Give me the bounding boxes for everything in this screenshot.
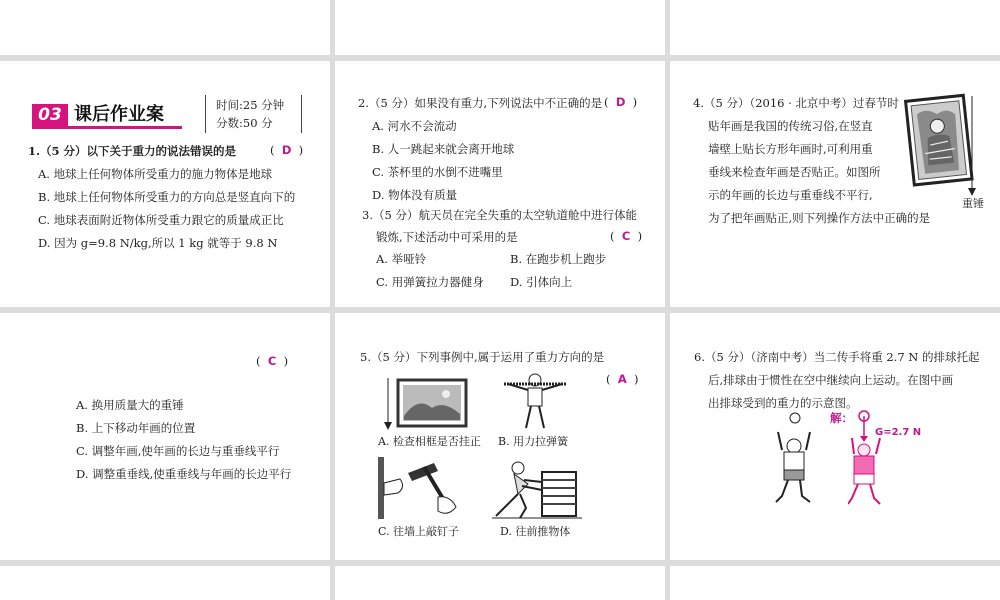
q1-option-d: D. 因为 g=9.8 N/kg,所以 1 kg 就等于 9.8 N	[38, 236, 278, 250]
q4-stem-line2: 贴年画是我国的传统习俗,在竖直	[708, 119, 873, 133]
q5-answer-bracket: ( A )	[606, 372, 639, 386]
q4-stem-line1: 4.（5 分）（2016 · 北京中考）过春节时	[693, 96, 899, 110]
q1-stem: 1.（5 分）以下关于重力的说法错误的是	[28, 144, 237, 158]
q3-option-d: D. 引体向上	[510, 275, 573, 289]
section-underline	[32, 126, 182, 129]
q6-stem-line1: 6.（5 分）（济南中考）当二传手将重 2.7 N 的排球托起	[694, 350, 980, 364]
q2-stem: 2.（5 分）如果没有重力,下列说法中不正确的是	[358, 96, 603, 110]
q2-option-a: A. 河水不会流动	[372, 119, 457, 133]
q5-stem: 5.（5 分）下列事例中,属于运用了重力方向的是	[360, 350, 605, 364]
slide-top-middle	[335, 0, 665, 55]
q5-answer: A	[617, 372, 627, 386]
q3-option-b: B. 在跑步机上跑步	[510, 252, 607, 266]
total-score: 分数:50 分	[216, 116, 273, 130]
q4-answer: C	[267, 354, 277, 368]
q5-caption-c: C. 往墙上敲钉子	[378, 525, 460, 538]
q3-answer: C	[621, 229, 631, 243]
q6-stem-line2: 后,排球由于惯性在空中继续向上运动。在图中画	[708, 373, 954, 387]
q4-stem-line6: 为了把年画贴正,则下列操作方法中正确的是	[708, 211, 931, 225]
slide-bottom-right	[670, 566, 1000, 600]
q1-option-b: B. 地球上任何物体所受重力的方向总是竖直向下的	[38, 190, 296, 204]
q5-caption-a: A. 检查相框是否挂正	[378, 435, 481, 448]
q2-answer: D	[615, 95, 626, 109]
slide-q4-answers	[0, 313, 330, 560]
section-header	[32, 104, 182, 126]
q3-stem-line1: 3.（5 分）航天员在完全失重的太空轨道舱中进行体能	[362, 208, 637, 222]
q2-option-b: B. 人一跳起来就会离开地球	[372, 142, 515, 156]
q4-option-a: A. 换用质量大的重锤	[76, 398, 184, 412]
q4-stem-line3: 墙壁上贴长方形年画时,可利用重	[708, 142, 873, 156]
slide-top-left	[0, 0, 330, 55]
q1-option-c: C. 地球表面附近物体所受重力跟它的质量成正比	[38, 213, 284, 227]
hammer-nail-figure	[378, 457, 462, 519]
slide-top-right	[670, 0, 1000, 55]
q3-answer-bracket: ( C )	[610, 229, 643, 243]
q3-stem-line2: 锻炼,下述活动中可采用的是	[376, 230, 518, 244]
q4-option-c: C. 调整年画,使年画的长边与重垂线平行	[76, 444, 280, 458]
q6-stem-line3: 出排球受到的重力的示意图。	[708, 396, 858, 410]
q3-option-a: A. 举哑铃	[376, 252, 427, 266]
q5-caption-d: D. 往前推物体	[500, 525, 571, 538]
q1-answer-bracket: ( D )	[270, 143, 304, 157]
spring-exerciser-figure	[500, 370, 570, 432]
time-limit: 时间:25 分钟	[216, 98, 285, 112]
q1-answer: D	[281, 143, 292, 157]
section-number: 03	[32, 104, 68, 126]
q1-option-a: A. 地球上任何物体所受重力的施力物体是地球	[38, 167, 273, 181]
q4-option-d: D. 调整重垂线,使重垂线与年画的长边平行	[76, 467, 292, 481]
q2-option-d: D. 物体没有质量	[372, 188, 458, 202]
q2-option-c: C. 茶杯里的水倒不进嘴里	[372, 165, 503, 179]
time-score-box	[205, 95, 302, 133]
slide-bottom-left	[0, 566, 330, 600]
plumb-weight-label: 重锤	[962, 197, 984, 210]
q4-answer-bracket: ( C )	[256, 354, 289, 368]
volleyball-player-figure	[770, 412, 820, 508]
q5-caption-b: B. 用力拉弹簧	[498, 435, 569, 448]
pushing-box-figure	[492, 458, 582, 520]
gravity-force-label: G=2.7 N	[875, 427, 922, 438]
q3-option-c: C. 用弹簧拉力器健身	[376, 275, 484, 289]
slide-bottom-middle	[335, 566, 665, 600]
picture-frame-figure	[380, 376, 472, 432]
solution-label: 解：	[830, 411, 853, 425]
q2-answer-bracket: ( D )	[604, 95, 638, 109]
q4-stem-line5: 示的年画的长边与重垂线不平行,	[708, 188, 873, 202]
q4-option-b: B. 上下移动年画的位置	[76, 421, 196, 435]
new-year-painting-figure	[900, 92, 980, 210]
section-title: 课后作业案	[74, 104, 164, 125]
q4-stem-line4: 垂线来检查年画是否贴正。如图所	[708, 165, 881, 179]
